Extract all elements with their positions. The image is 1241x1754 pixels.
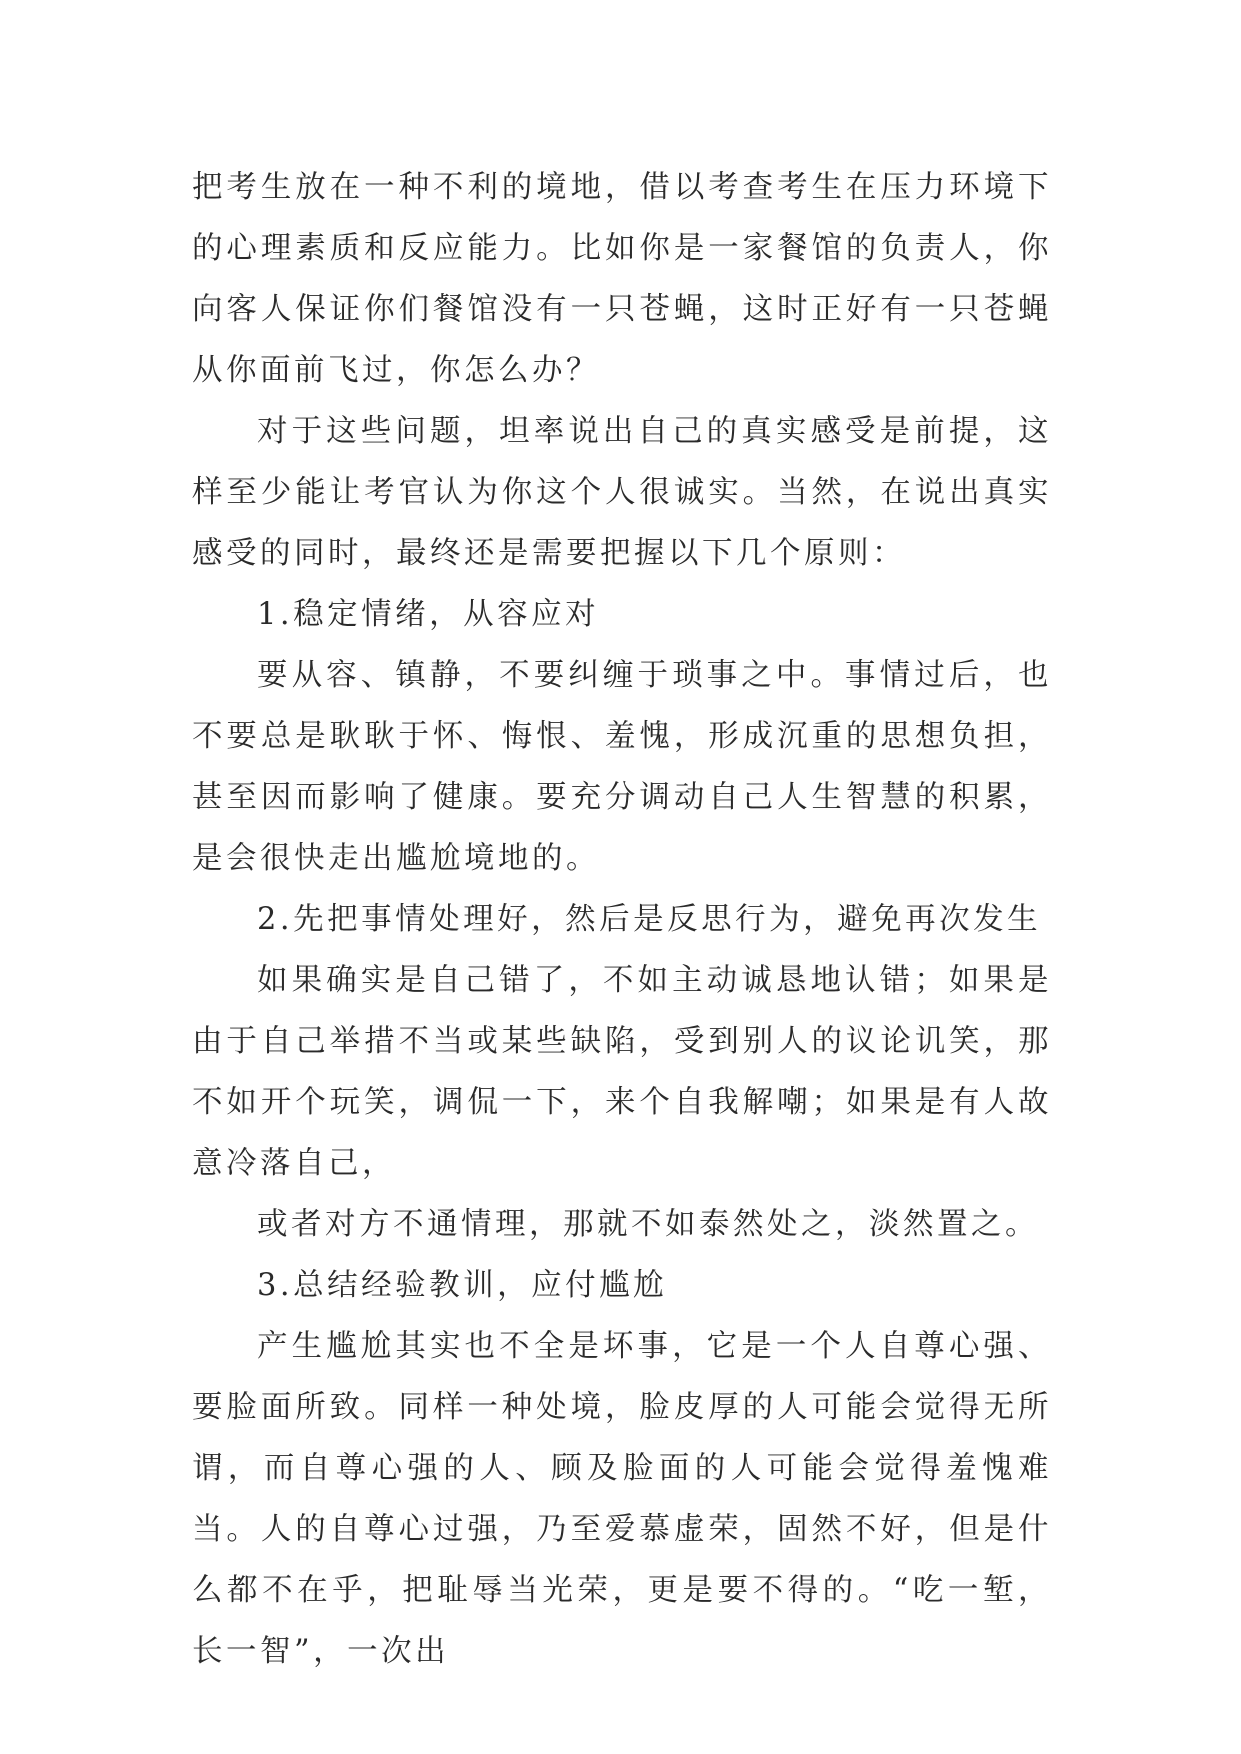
section-heading: 2.先把事情处理好，然后是反思行为，避免再次发生 (257, 902, 1042, 937)
paragraph: 或者对方不通情理，那就不如泰然处之，淡然置之。 (257, 1207, 1039, 1242)
paragraph: 要从容、镇静，不要纠缠于琐事之中。事情过后，也不要总是耿耿于怀、悔恨、羞愧，形成沉重的思想负担，甚至因而影响了健康。要充分调动自己人生智慧的积累，是会很快走出尴尬境地的。 (192, 658, 1052, 876)
section-heading: 1.稳定情绪，从容应对 (257, 597, 600, 632)
paragraph: 如果确实是自己错了，不如主动诚恳地认错；如果是由于自己举措不当或某些缺陷，受到别人的议论讥笑，那不如开个玩笑，调侃一下，来个自我解嘲；如果是有人故意冷落自己， (192, 963, 1052, 1181)
section-heading: 3.总结经验教训，应付尴尬 (257, 1268, 668, 1303)
paragraph: 把考生放在一种不利的境地，借以考查考生在压力环境下的心理素质和反应能力。比如你是一家餐馆的负责人，你向客人保证你们餐馆没有一只苍蝇，这时正好有一只苍蝇从你面前飞过，你怎么办？ (192, 170, 1052, 388)
paragraph: 产生尴尬其实也不全是坏事，它是一个人自尊心强、要脸面所致。同样一种处境，脸皮厚的人可能会觉得无所谓，而自尊心强的人、顾及脸面的人可能会觉得羞愧难当。人的自尊心过强，乃至爱慕虚荣，固然不好，但是什么都不在乎，把耻辱当光荣，更是要不得的。“吃一堑，长一智”，一次出 (192, 1329, 1052, 1669)
paragraph: 对于这些问题，坦率说出自己的真实感受是前提，这样至少能让考官认为你这个人很诚实。当然，在说出真实感受的同时，最终还是需要把握以下几个原则： (192, 414, 1052, 571)
document-body (192, 157, 1052, 1682)
